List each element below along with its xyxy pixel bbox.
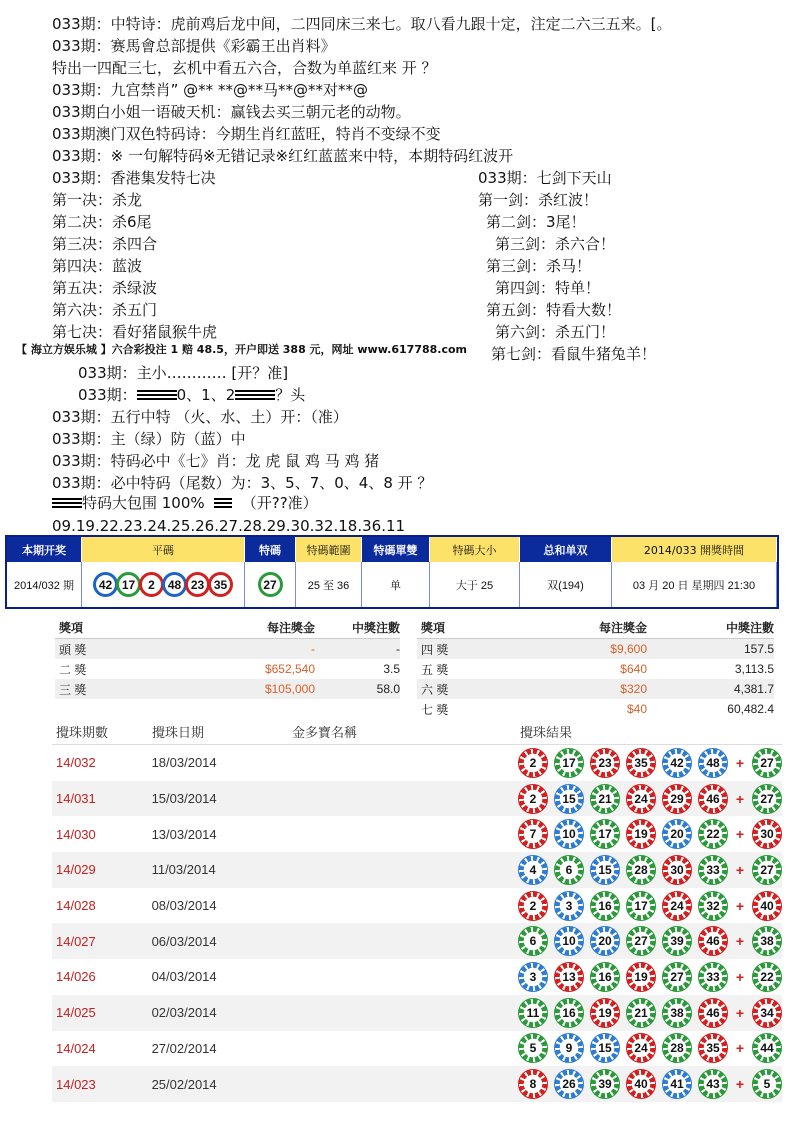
ball-6: 6 — [554, 855, 584, 885]
draw-period: 14/032 — [56, 755, 96, 771]
regular-balls — [82, 562, 245, 607]
right-item: 第七剑：看鼠牛猪兔羊！ — [491, 345, 657, 363]
prize-amount: $320 — [620, 682, 647, 696]
ball-2: 2 — [518, 891, 548, 921]
draw-date: 18/03/2014 — [151, 755, 217, 771]
ball-41: 41 — [662, 1069, 692, 1099]
draw-period: 14/026 — [56, 969, 96, 985]
special-ball-27: 27 — [258, 572, 283, 597]
ball-5: 5 — [518, 1033, 548, 1063]
hint-line: 033期：五行中特 （火、水、土）开：（准） — [52, 408, 348, 426]
draw-date: 27/02/2014 — [151, 1040, 217, 1056]
ball-16: 16 — [590, 962, 620, 992]
ball-24: 24 — [662, 891, 692, 921]
ball-28: 28 — [662, 1033, 692, 1063]
left-item: 第五决：杀绿波 — [52, 279, 158, 297]
draw-result — [512, 962, 782, 992]
ball-46: 46 — [698, 926, 728, 956]
ball-33: 33 — [698, 962, 728, 992]
header-cell: 特碼範圍 — [296, 537, 362, 562]
draw-period: 14/024 — [56, 1040, 96, 1056]
ball-17: 17 — [626, 891, 656, 921]
ball-11: 11 — [518, 998, 548, 1028]
draw-date: 02/03/2014 — [151, 1005, 217, 1021]
poem-line: 特出一四配三七，玄机中看五六合，合数为单蓝红来 开 ？ — [52, 59, 437, 77]
draw-summary-table — [5, 535, 779, 609]
ball-15: 15 — [554, 784, 584, 814]
ball-26: 26 — [554, 1069, 584, 1099]
prize-amount: $640 — [620, 662, 647, 676]
right-item: 第三剑：杀六合！ — [495, 235, 616, 253]
prize-count: 58.0 — [376, 682, 400, 696]
special-ball-27: 27 — [752, 784, 782, 814]
draw-result — [512, 926, 782, 956]
draw-result — [512, 855, 782, 885]
prize-table-left — [55, 617, 400, 699]
ball-30: 30 — [662, 855, 692, 885]
ball-20: 20 — [590, 926, 620, 956]
ball-24: 24 — [626, 784, 656, 814]
special-ball-38: 38 — [752, 926, 782, 956]
prize-amount: $9,600 — [610, 642, 647, 656]
right-item: 第三剑：杀马！ — [486, 257, 592, 275]
ball-19: 19 — [626, 962, 656, 992]
ball-35: 35 — [626, 748, 656, 778]
left-item: 第四决：蓝波 — [52, 257, 143, 275]
draw-date: 11/03/2014 — [151, 862, 216, 878]
ball-16: 16 — [590, 891, 620, 921]
prize-count: 4,381.7 — [733, 682, 774, 696]
ball-3: 3 — [518, 962, 548, 992]
right-item: 第四剑：特单！ — [495, 279, 601, 297]
size-cell: 大于 25 — [430, 562, 520, 607]
ball-46: 46 — [698, 784, 728, 814]
prize-count: 157.5 — [743, 642, 774, 656]
header-cell: 特碼單雙 — [362, 537, 430, 562]
ball-16: 16 — [554, 998, 584, 1028]
ball-23: 23 — [185, 572, 210, 597]
ball-6: 6 — [518, 926, 548, 956]
history-row — [52, 816, 782, 852]
special-ball-27: 27 — [752, 855, 782, 885]
plus-sign: + — [735, 968, 745, 985]
history-row — [52, 1031, 782, 1067]
prize-count: - — [396, 642, 400, 656]
draw-period: 14/031 — [56, 791, 96, 807]
prize-header: 獎項 — [59, 621, 84, 635]
special-ball-22: 22 — [752, 962, 782, 992]
draw-period: 14/030 — [56, 826, 96, 842]
ball-19: 19 — [590, 998, 620, 1028]
right-item: 第一剑：杀红波！ — [478, 191, 599, 209]
ball-24: 24 — [626, 1033, 656, 1063]
draw-result — [512, 1069, 782, 1099]
prize-row — [417, 679, 774, 699]
ball-7: 7 — [518, 819, 548, 849]
left-item: 第七决：看好猪鼠猴牛虎 — [52, 323, 218, 341]
header-cell: 平碼 — [82, 537, 245, 562]
ball-17: 17 — [116, 572, 141, 597]
ball-17: 17 — [590, 819, 620, 849]
special-ball-44: 44 — [752, 1033, 782, 1063]
right-item: 第五剑：特看大数！ — [486, 301, 622, 319]
poem-line: 033期：中特诗：虎前鸡后龙中间，二四同床三来七。取八看九跟十定，注定二六三五来。[。 — [52, 15, 672, 33]
draw-history-table — [52, 719, 782, 1102]
ball-46: 46 — [698, 998, 728, 1028]
draw-period: 14/028 — [56, 898, 96, 914]
history-header: 攪珠日期 — [152, 725, 205, 740]
plus-sign: + — [735, 754, 745, 771]
draw-date: 13/03/2014 — [151, 826, 217, 842]
prize-amount: $40 — [626, 702, 647, 716]
ball-21: 21 — [626, 998, 656, 1028]
prize-amount: - — [311, 642, 315, 656]
prize-name: 三 獎 — [59, 682, 87, 697]
prize-count: 60,482.4 — [727, 702, 774, 716]
range-cell: 25 至 36 — [296, 562, 362, 607]
special-ball — [245, 562, 296, 607]
ball-4: 4 — [518, 855, 548, 885]
prize-header: 中獎注數 — [351, 621, 400, 635]
sum-cell: 双(194) — [520, 562, 612, 607]
prize-header: 中獎注數 — [725, 621, 774, 635]
special-ball-40: 40 — [752, 891, 782, 921]
history-row — [52, 959, 782, 995]
history-row — [52, 888, 782, 924]
left-item: 第二决：杀6尾 — [52, 213, 152, 231]
ball-38: 38 — [662, 998, 692, 1028]
draw-time-cell: 03 月 20 日 星期四 21:30 — [612, 562, 777, 607]
ball-10: 10 — [554, 819, 584, 849]
history-header: 攪珠期數 — [56, 725, 109, 740]
ball-15: 15 — [590, 1033, 620, 1063]
prize-name: 六 獎 — [421, 682, 449, 697]
draw-result — [512, 891, 782, 921]
history-header: 攪珠結果 — [520, 725, 573, 740]
ball-33: 33 — [698, 855, 728, 885]
ball-39: 39 — [590, 1069, 620, 1099]
prize-row — [417, 639, 774, 659]
special-ball-30: 30 — [752, 819, 782, 849]
draw-result — [512, 819, 782, 849]
draw-result — [512, 784, 782, 814]
ball-17: 17 — [554, 748, 584, 778]
draw-date: 25/02/2014 — [151, 1076, 217, 1092]
hint-line: 033期：特码必中《七》肖：龙 虎 鼠 鸡 马 鸡 猪 — [52, 452, 380, 470]
left-item: 第一决：杀龙 — [52, 191, 143, 209]
history-row — [52, 1066, 782, 1102]
ball-48: 48 — [162, 572, 187, 597]
ball-3: 3 — [554, 891, 584, 921]
plus-sign: + — [735, 1004, 745, 1021]
ball-32: 32 — [698, 891, 728, 921]
poem-line: 033期：九宫禁肖” @** **@**马**@**对**@ — [52, 81, 368, 99]
poem-line: 033期白小姐一语破天机：赢钱去买三朝元老的动物。 — [52, 103, 411, 121]
period-cell: 2014/032 期 — [7, 562, 82, 607]
ball-40: 40 — [626, 1069, 656, 1099]
ball-19: 19 — [626, 819, 656, 849]
draw-period: 14/023 — [56, 1076, 96, 1092]
draw-result — [512, 998, 782, 1028]
redacted-block — [137, 390, 177, 402]
hint-line: 033期：必中特码（尾数）为：3、5、7、0、4、8 开 ？ — [52, 474, 433, 492]
ball-48: 48 — [698, 748, 728, 778]
ball-2: 2 — [518, 784, 548, 814]
ball-42: 42 — [93, 572, 118, 597]
header-cell: 本期开奖 — [7, 537, 82, 562]
redacted-block — [52, 498, 82, 510]
header-cell: 总和单双 — [520, 537, 612, 562]
prize-header: 每注獎金 — [598, 621, 647, 635]
ball-27: 27 — [662, 962, 692, 992]
draw-date: 08/03/2014 — [151, 898, 217, 914]
history-header: 金多寶名稱 — [292, 725, 358, 740]
ball-22: 22 — [698, 819, 728, 849]
odd-even-cell: 单 — [362, 562, 430, 607]
ball-20: 20 — [662, 819, 692, 849]
ball-2: 2 — [518, 748, 548, 778]
prize-name: 五 獎 — [421, 662, 449, 677]
ball-43: 43 — [698, 1069, 728, 1099]
draw-date: 15/03/2014 — [151, 791, 217, 807]
draw-date: 06/03/2014 — [151, 933, 217, 949]
ball-29: 29 — [662, 784, 692, 814]
ball-39: 39 — [662, 926, 692, 956]
ball-9: 9 — [554, 1033, 584, 1063]
right-item: 第六剑：杀五门！ — [495, 323, 616, 341]
right-title: 033期：七剑下天山 — [478, 169, 612, 187]
left-item: 第六决：杀五门 — [52, 301, 158, 319]
prize-row — [55, 679, 400, 699]
prize-row — [417, 699, 774, 719]
ball-10: 10 — [554, 926, 584, 956]
draw-result — [512, 748, 782, 778]
hint-line: 033期：主小………… [开？准] — [78, 364, 289, 382]
plus-sign: + — [735, 1076, 745, 1093]
right-item: 第二剑：3尾！ — [486, 213, 586, 231]
plus-sign: + — [735, 826, 745, 843]
prize-row — [55, 639, 400, 659]
prize-count: 3.5 — [383, 662, 400, 676]
ball-23: 23 — [590, 748, 620, 778]
draw-date: 04/03/2014 — [151, 969, 217, 985]
left-title: 033期：香港集发特七决 — [52, 169, 216, 187]
history-row — [52, 995, 782, 1031]
special-ball-27: 27 — [752, 748, 782, 778]
history-row — [52, 852, 782, 888]
hint-line: 033期：主（绿）防（蓝）中 — [52, 430, 246, 448]
ball-35: 35 — [698, 1033, 728, 1063]
draw-period: 14/027 — [56, 933, 96, 949]
draw-period: 14/029 — [56, 862, 96, 878]
ball-8: 8 — [518, 1069, 548, 1099]
header-cell: 特碼大小 — [430, 537, 520, 562]
prize-amount: $105,000 — [264, 682, 315, 696]
prize-amount: $652,540 — [264, 662, 315, 676]
prize-name: 七 獎 — [421, 702, 449, 717]
history-row — [52, 781, 782, 817]
prize-name: 四 獎 — [421, 642, 449, 657]
prize-row — [417, 659, 774, 679]
hint-line: 特码大包围 100% （开??准） — [52, 493, 318, 513]
prize-header: 每注獎金 — [266, 621, 315, 635]
prize-name: 二 獎 — [59, 662, 87, 677]
history-row — [52, 923, 782, 959]
ball-2: 2 — [139, 572, 164, 597]
ball-13: 13 — [554, 962, 584, 992]
ball-27: 27 — [626, 926, 656, 956]
redacted-block — [235, 390, 275, 402]
plus-sign: + — [735, 1040, 745, 1057]
special-ball-5: 5 — [752, 1069, 782, 1099]
plus-sign: + — [735, 933, 745, 950]
prize-name: 頭 獎 — [59, 642, 87, 657]
ball-35: 35 — [208, 572, 233, 597]
prize-row — [55, 659, 400, 679]
ball-42: 42 — [662, 748, 692, 778]
number-list: 09.19.22.23.24.25.26.27.28.29.30.32.18.36.11 — [52, 517, 406, 535]
plus-sign: + — [735, 790, 745, 807]
header-cell: 2014/033 開獎時間 — [612, 537, 777, 562]
ball-15: 15 — [590, 855, 620, 885]
poem-line: 033期：赛馬會总部提供《彩霸王出肖料》 — [52, 37, 336, 55]
promo-banner: 【 海立方娱乐城 】六合彩投注 1 赔 48.5，开户即送 388 元，网址 www.617788.com — [16, 343, 467, 356]
hint-line: 033期： 0、1、2 ？头 — [78, 386, 306, 404]
ball-28: 28 — [626, 855, 656, 885]
draw-period: 14/025 — [56, 1005, 96, 1021]
plus-sign: + — [735, 897, 745, 914]
history-row — [52, 745, 782, 781]
prize-table-right — [417, 617, 774, 719]
header-cell: 特碼 — [245, 537, 296, 562]
ball-21: 21 — [590, 784, 620, 814]
redacted-block — [214, 498, 232, 510]
poem-line: 033期：※ 一句解特码※无错记录※红红蓝蓝来中特，本期特码红波开 — [52, 147, 514, 165]
special-ball-34: 34 — [752, 998, 782, 1028]
prize-count: 3,113.5 — [734, 662, 774, 676]
plus-sign: + — [735, 861, 745, 878]
prize-header: 獎項 — [421, 621, 446, 635]
left-item: 第三决：杀四合 — [52, 235, 158, 253]
poem-line: 033期澳门双色特码诗：今期生肖红蓝旺，特肖不变绿不变 — [52, 125, 441, 143]
draw-result — [512, 1033, 782, 1063]
